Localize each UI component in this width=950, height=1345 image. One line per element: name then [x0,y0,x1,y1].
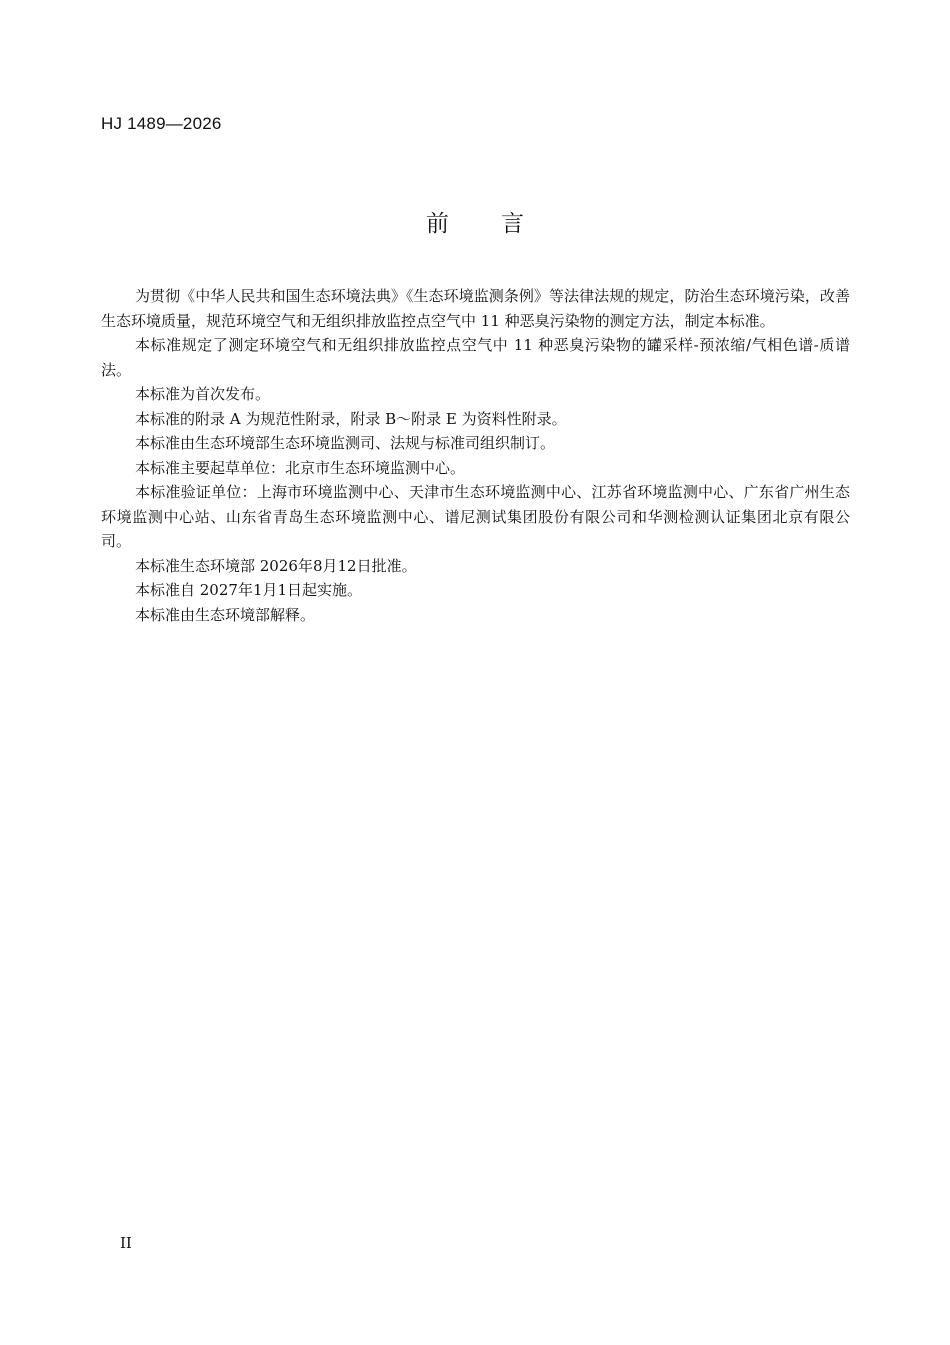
standard-number: HJ 1489—2026 [101,114,222,133]
foreword-paragraph: 本标准的附录 A 为规范性附录，附录 B～附录 E 为资料性附录。 [135,409,567,428]
foreword-paragraph: 本标准主要起草单位：北京市生态环境监测中心。 [135,458,466,477]
foreword-paragraph: 本标准为首次发布。 [135,385,271,403]
foreword-paragraph: 本标准验证单位：上海市环境监测中心、天津市生态环境监测中心、江苏省环境监测中心、广东省广州生态环境监测中心站、山东省青岛生态环境监测中心、谱尼测试集团股份有限公司和华测检测认证集团北京有限公司。 [101,483,850,550]
foreword-body [101,284,850,627]
foreword-paragraph: 本标准规定了测定环境空气和无组织排放监控点空气中 11 种恶臭污染物的罐采样-预浓缩/气相色谱-质谱法。 [101,336,850,379]
foreword-paragraph: 本标准由生态环境部解释。 [135,605,316,624]
foreword-paragraph: 为贯彻《中华人民共和国生态环境法典》《生态环境监测条例》等法律法规的规定，防治生态环境污染，改善生态环境质量，规范环境空气和无组织排放监控点空气中 11 种恶臭污染物的测定方法，制定本标准。 [101,287,850,330]
foreword-paragraph: 本标准自 2027年1月1日起实施。 [135,581,363,599]
page-number: II [120,1234,132,1252]
foreword-paragraph: 本标准生态环境部 2026年8月12日批准。 [135,556,417,575]
foreword-paragraph: 本标准由生态环境部生态环境监测司、法规与标准司组织制订。 [135,434,556,452]
page-title: 前言 [426,211,576,237]
